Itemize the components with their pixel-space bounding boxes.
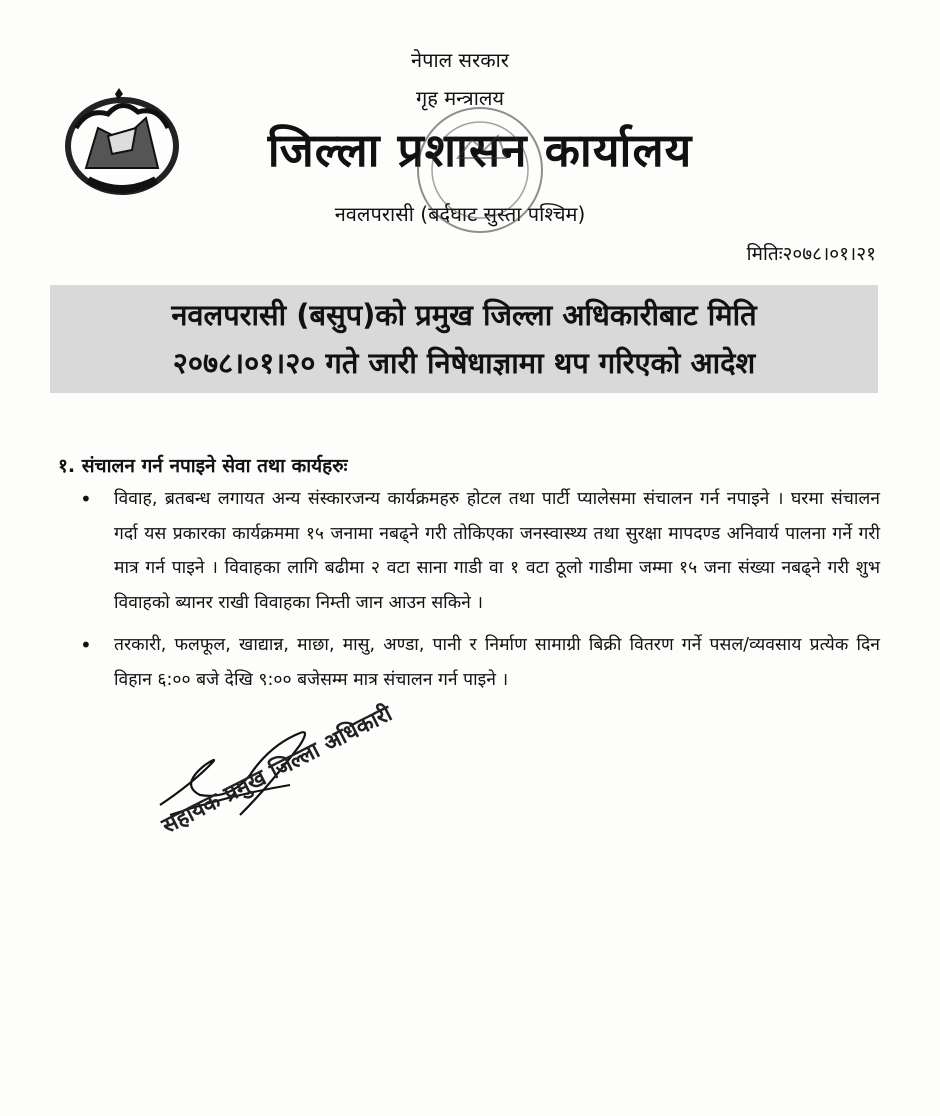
signatory-title: सहायक प्रमुख जिल्ला अधिकारी <box>158 701 397 840</box>
list-item <box>78 628 880 697</box>
nepal-emblem-icon <box>58 88 186 200</box>
list-item-text: विवाह, ब्रतबन्ध लगायत अन्य संस्कारजन्य कार्यक्रमहरु होटल तथा पार्टी प्यालेसमा संचालन गर्न नपाइने । घरमा संचालन गर्दा यस प्रकारका कार्यक्रममा १५ जनामा नबढ्ने गरी तोकिएका जनस्वास्थ्य तथा सुरक्षा मापदण्ड अनिवार्य पालना गर्ने गरी मात्र गर्न पाइने । विवाहका लागि बढीमा २ वटा साना गाडी वा १ वटा ठूलो गाडीमा जम्मा १५ जना संख्या नबढ्ने गरी शुभ विवाहको ब्यानर राखी विवाहका निम्ती जान आउन सकिने । <box>114 489 880 613</box>
subject-banner <box>50 285 878 393</box>
order-list <box>78 482 880 705</box>
office-stamp <box>380 100 580 240</box>
section-heading: १. संचालन गर्न नपाइने सेवा तथा कार्यहरुः <box>58 455 348 477</box>
office-title: जिल्ला प्रशासन कार्यालय <box>267 123 693 177</box>
government-name: नेपाल सरकार <box>411 48 509 72</box>
list-item-text: तरकारी, फलफूल, खाद्यान्न, माछा, मासु, अण्डा, पानी र निर्माण सामाग्री बिक्री वितरण गर्ने पसल/व्यवसाय प्रत्येक दिन विहान ६:०० बजे देखि ९:०० बजेसम्म मात्र संचालन गर्न पाइने । <box>114 635 880 690</box>
issue-date: मितिः२०७८।०१।२१ <box>746 243 876 265</box>
bullet-icon: • <box>80 633 92 657</box>
list-item <box>78 482 880 620</box>
subject-line-2: २०७८।०१।२० गते जारी निषेधाज्ञामा थप गरिएको आदेश <box>172 346 756 380</box>
subject-line-1: नवलपरासी (बसुप)को प्रमुख जिल्ला अधिकारीबाट मिति <box>171 298 757 332</box>
ministry-name: गृह मन्त्रालय <box>415 86 505 110</box>
district-name: नवलपरासी (बर्दघाट सुस्ता पश्चिम) <box>334 202 586 226</box>
bullet-icon: • <box>80 487 92 511</box>
